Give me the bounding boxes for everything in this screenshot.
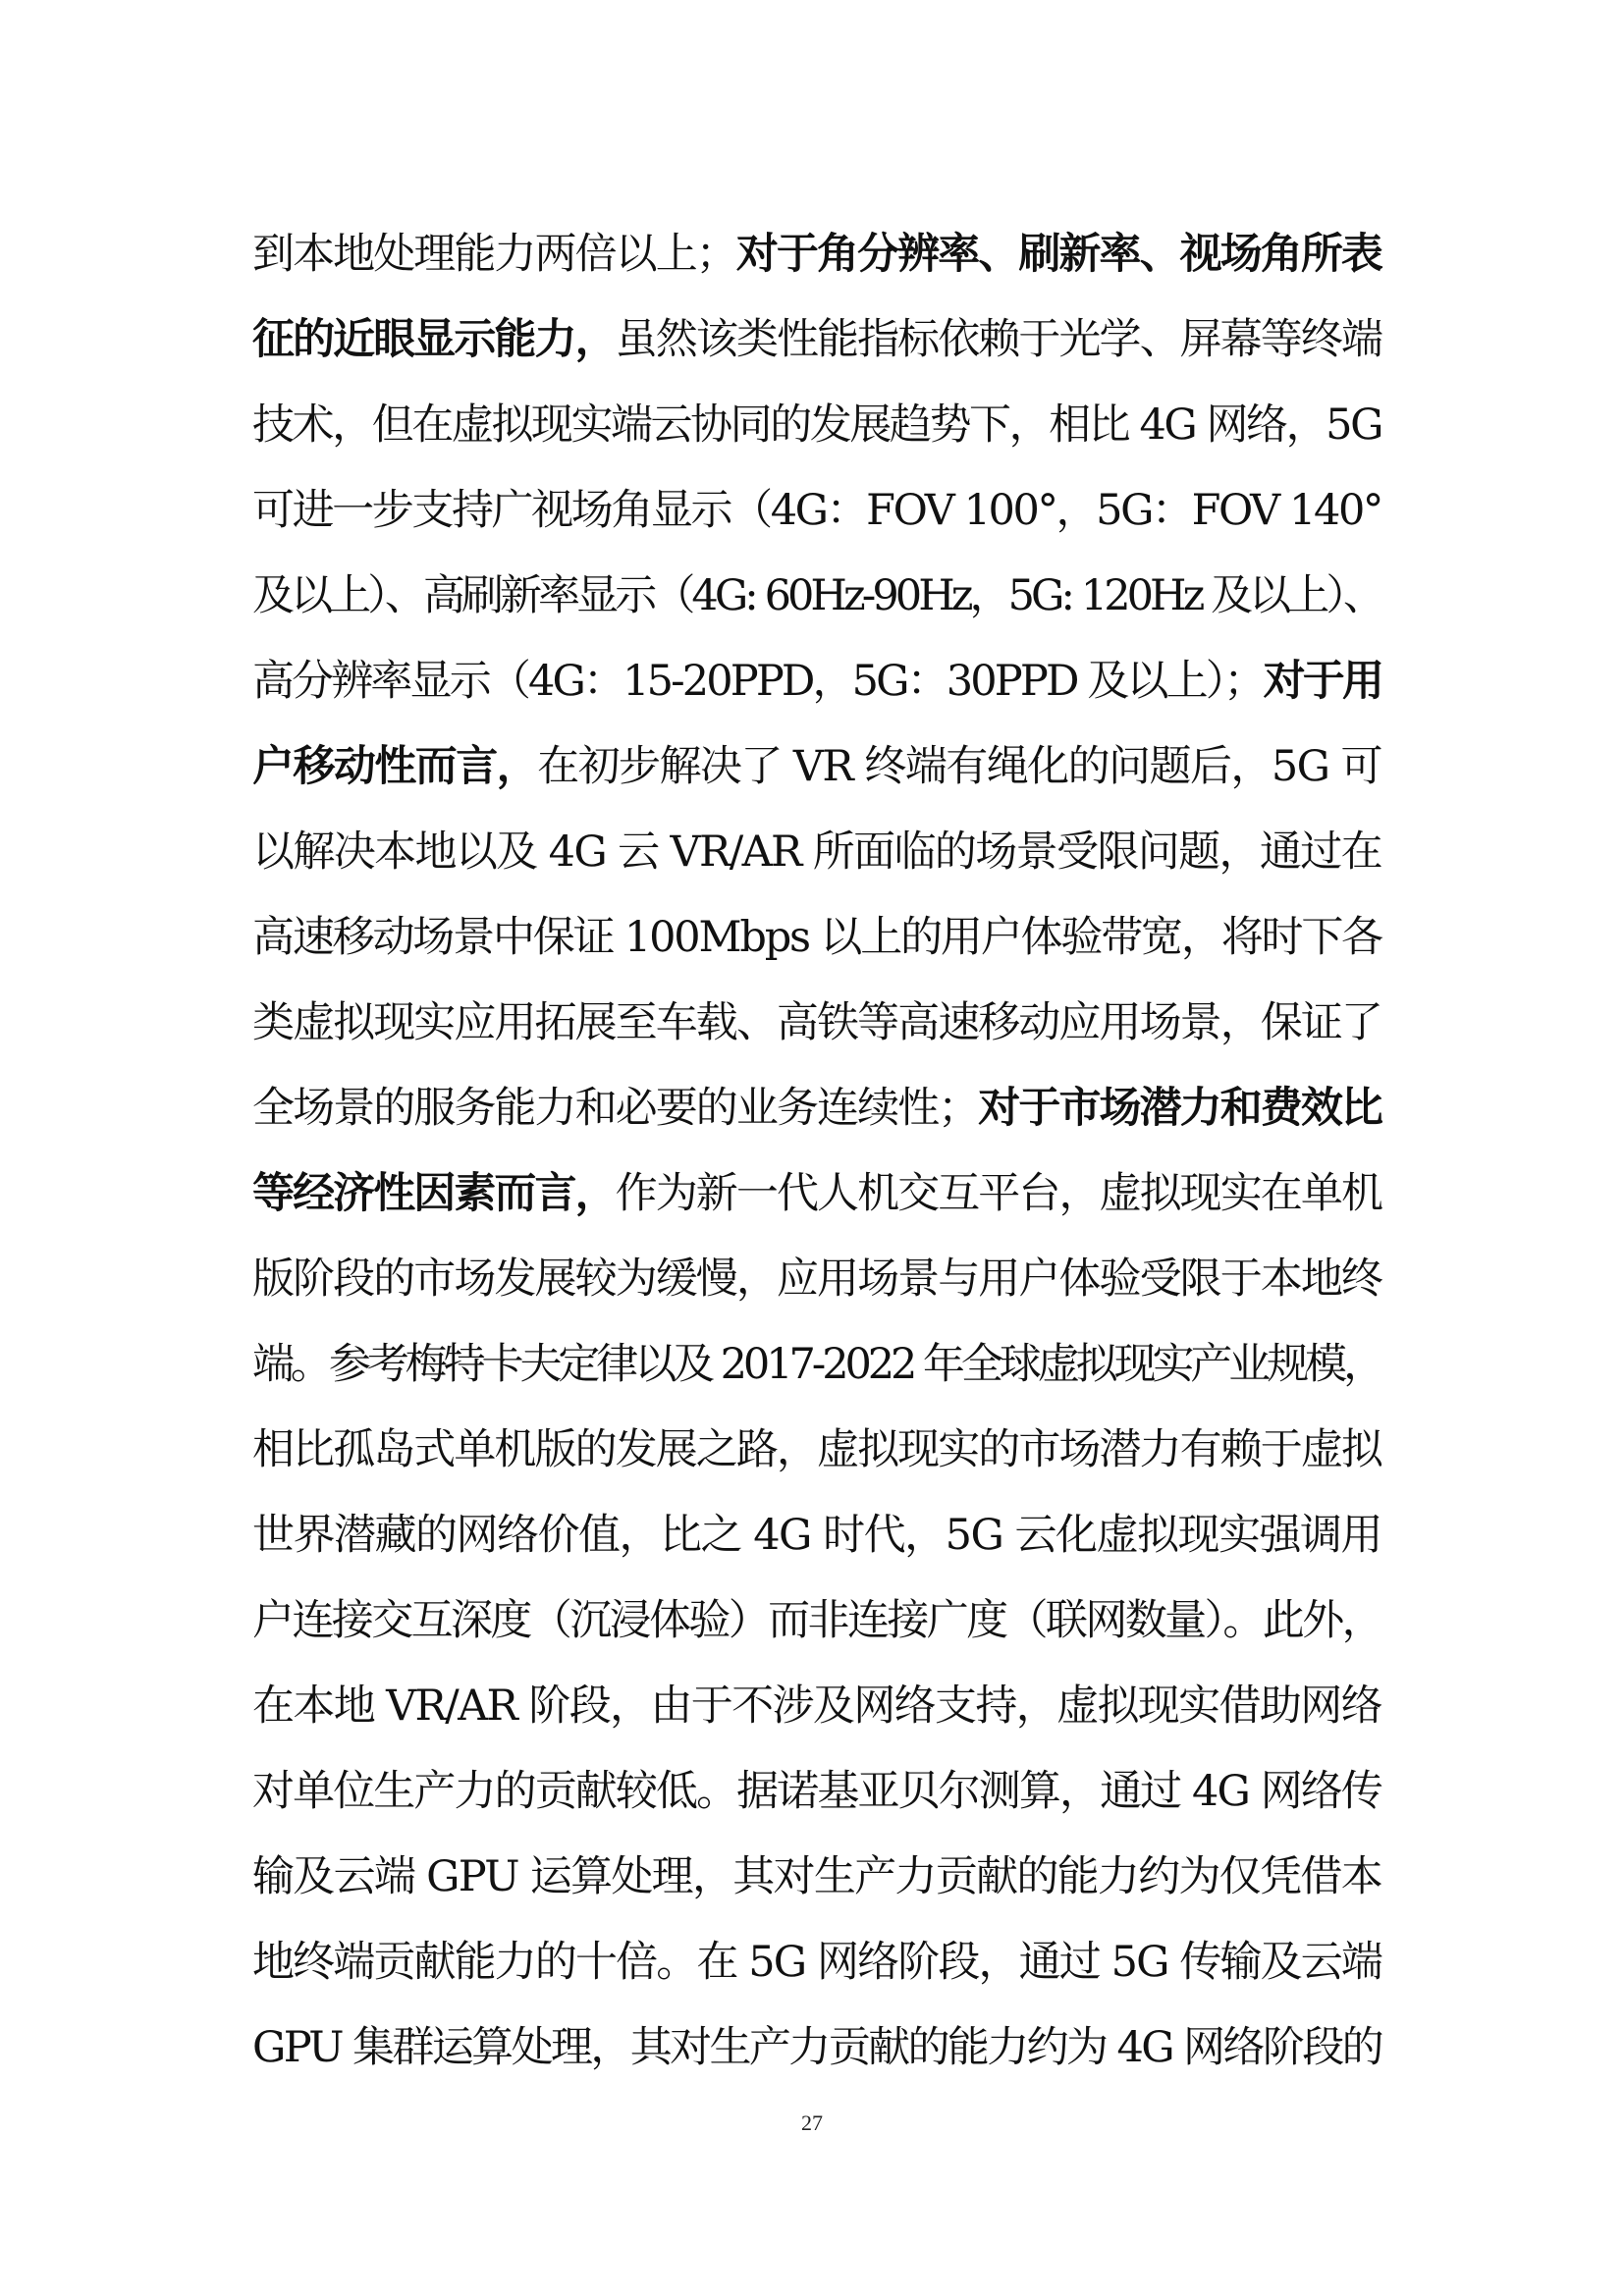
text-segment: 到本地处理能力两倍以上； — [252, 230, 736, 279]
text-segment: 作为新一代人机交互平台，虚拟现实在单机 — [615, 1169, 1382, 1218]
text-segment: 虽然该类性能指标依赖于光学、屏幕等终端 — [615, 315, 1382, 364]
text-line — [252, 1233, 1381, 1318]
bold-text-segment: 户移动性而言， — [252, 742, 538, 791]
text-line — [252, 1575, 1381, 1660]
text-line — [252, 1318, 1381, 1404]
page-number: 27 — [801, 2110, 823, 2135]
text-line — [252, 806, 1381, 891]
text-segment: 可进一步支持广视场角显示（4G：FOV 100°，5G：FOV 140° — [252, 486, 1381, 535]
text-segment: 端。参考梅特卡夫定律以及 2017-2022 年全球虚拟现实产业规模， — [252, 1340, 1381, 1389]
text-line — [252, 1404, 1381, 1489]
text-segment: 以解决本地以及 4G 云 VR/AR 所面临的场景受限问题，通过在 — [252, 828, 1381, 877]
bold-text-segment: 等经济性因素而言， — [252, 1169, 616, 1218]
text-segment: 高速移动场景中保证 100Mbps 以上的用户体验带宽，将时下各 — [252, 913, 1381, 962]
text-segment: 技术，但在虚拟现实端云协同的发展趋势下，相比 4G 网络，5G — [252, 400, 1381, 450]
text-line — [252, 635, 1381, 721]
text-line — [252, 1831, 1381, 1916]
text-line — [252, 294, 1381, 379]
bold-text-segment: 对于角分辨率、刷新率、视场角所表 — [735, 230, 1382, 279]
text-line — [252, 1148, 1381, 1233]
text-line — [252, 1660, 1381, 1745]
text-segment: 输及云端 GPU 运算处理，其对生产力贡献的能力约为仅凭借本 — [252, 1852, 1381, 1901]
text-segment: 在初步解决了 VR 终端有绳化的问题后，5G 可 — [537, 742, 1382, 791]
text-line — [252, 891, 1381, 977]
text-line — [252, 1489, 1381, 1575]
text-line — [252, 1745, 1381, 1831]
text-line — [252, 208, 1381, 294]
bold-text-segment: 对于用 — [1263, 657, 1381, 706]
text-segment: 及以上）、高刷新率显示（4G: 60Hz-90Hz，5G: 120Hz 及以上）、 — [252, 571, 1381, 620]
text-segment: 相比孤岛式单机版的发展之路，虚拟现实的市场潜力有赖于虚拟 — [252, 1425, 1381, 1474]
text-segment: 地终端贡献能力的十倍。在 5G 网络阶段，通过 5G 传输及云端 — [252, 1938, 1381, 1987]
text-line — [252, 379, 1381, 464]
text-line — [252, 1062, 1381, 1148]
text-line — [252, 2002, 1381, 2087]
text-line — [252, 550, 1381, 635]
text-segment: 类虚拟现实应用拓展至车载、高铁等高速移动应用场景，保证了 — [252, 998, 1381, 1047]
text-segment: 高分辨率显示（4G：15-20PPD，5G：30PPD 及以上）； — [252, 657, 1264, 706]
text-segment: GPU 集群运算处理，其对生产力贡献的能力约为 4G 网络阶段的 — [252, 2023, 1381, 2072]
text-line — [252, 1916, 1381, 2002]
body-text — [252, 208, 1381, 2087]
bold-text-segment: 对于市场潜力和费效比 — [978, 1084, 1382, 1133]
text-segment: 版阶段的市场发展较为缓慢，应用场景与用户体验受限于本地终 — [252, 1255, 1381, 1304]
text-segment: 在本地 VR/AR 阶段，由于不涉及网络支持，虚拟现实借助网络 — [252, 1682, 1381, 1731]
text-segment: 对单位生产力的贡献较低。据诺基亚贝尔测算，通过 4G 网络传 — [252, 1767, 1381, 1816]
text-segment: 全场景的服务能力和必要的业务连续性； — [252, 1084, 979, 1133]
bold-text-segment: 征的近眼显示能力， — [252, 315, 616, 364]
text-line — [252, 464, 1381, 550]
text-segment: 世界潜藏的网络价值，比之 4G 时代，5G 云化虚拟现实强调用 — [252, 1511, 1381, 1560]
text-segment: 户连接交互深度（沉浸体验）而非连接广度（联网数量）。此外， — [252, 1596, 1381, 1645]
text-line — [252, 721, 1381, 806]
text-line — [252, 977, 1381, 1062]
